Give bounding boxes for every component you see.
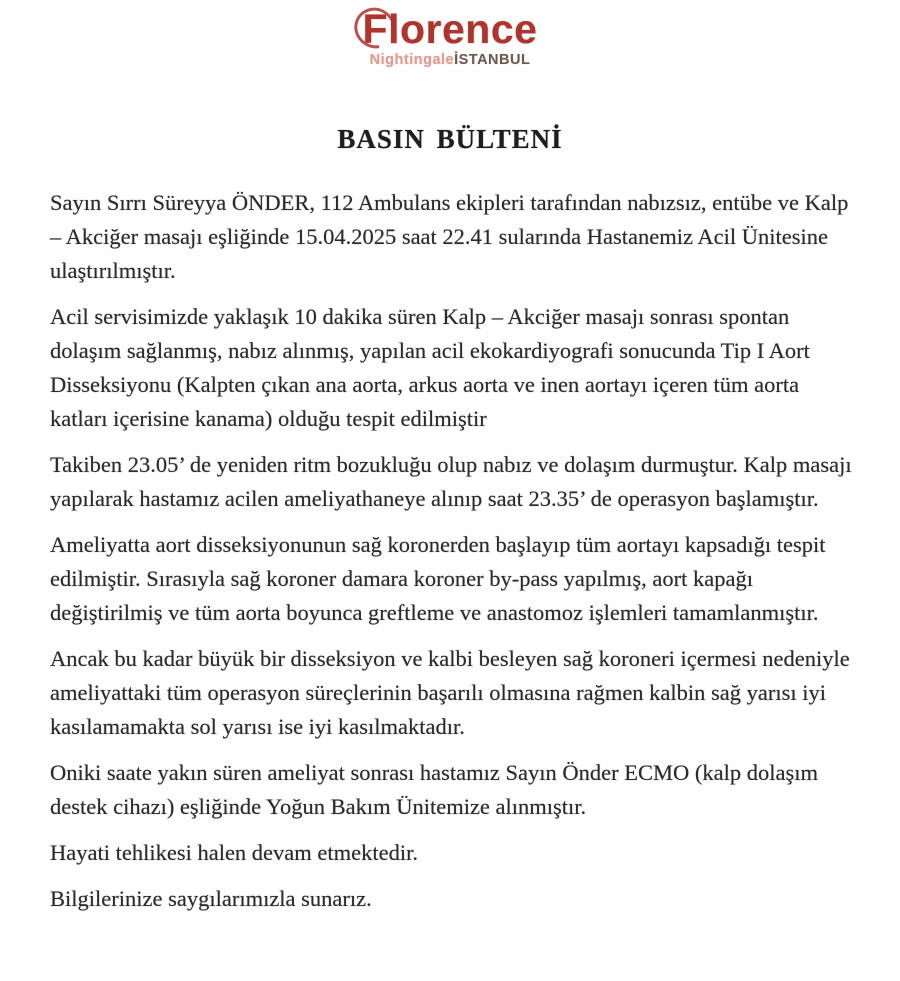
logo-initial: F [362, 6, 389, 52]
logo-istanbul-text: İSTANBUL [454, 52, 531, 68]
document-body [0, 155, 900, 916]
paragraph-heart-condition: Ancak bu kadar büyük bir disseksiyon ve kalbi besleyen sağ koroneri içermesi nedeniyle ameliyattaki tüm operasyon süreçlerinin başarılı olmasına rağmen kalbin sağ yarısı iyi kasılamamakta sol yarısı ise iyi kasılmaktadır. [50, 646, 850, 739]
logo-initial-wrap [363, 6, 389, 53]
paragraph-emergency-diagnosis: Acil servisimizde yaklaşık 10 dakika süren Kalp – Akciğer masajı sonrası spontan dolaşım sağlanmış, nabız alınmış, yapılan acil ekokardiyografi sonucunda Tip I Aort Disseksiyonu (Kalpten çıkan ana aorta, arkus aorta ve inen aortayı içeren tüm aorta katları içerisine kanama) olduğu tespit edilmiştir [50, 304, 810, 431]
hospital-logo [0, 0, 900, 68]
paragraph-arrival: Sayın Sırrı Süreyya ÖNDER, 112 Ambulans ekipleri tarafından nabızsız, entübe ve Kalp – Akciğer masajı eşliğinde 15.04.2025 saat 22.41 sularında Hastanemiz Acil Ünitesine ulaştırılmıştır. [50, 190, 849, 283]
logo-nightingale-text: Nightingale [369, 52, 455, 68]
paragraph-icu-transfer: Oniki saate yakın süren ameliyat sonrası hastamız Sayın Önder ECMO (kalp dolaşım destek cihazı) eşliğinde Yoğun Bakım Ünitemize alınmıştır. [50, 760, 818, 819]
logo-rest: lorence [388, 6, 538, 52]
paragraph-life-danger: Hayati tehlikesi halen devam etmektedir. [50, 840, 418, 865]
page-title: BASIN BÜLTENİ [337, 124, 563, 154]
logo-florence-wordmark [363, 6, 538, 53]
paragraph-closing: Bilgilerinize saygılarımızla sunarız. [50, 886, 372, 911]
logo-subtitle [0, 52, 900, 68]
paragraph-operation-start: Takiben 23.05’ de yeniden ritm bozukluğu olup nabız ve dolaşım durmuştur. Kalp masajı yapılarak hastamız acilen ameliyathaneye alınıp saat 23.35’ de operasyon başlamıştır. [50, 452, 852, 511]
paragraph-surgery-details: Ameliyatta aort disseksiyonunun sağ koronerden başlayıp tüm aortayı kapsadığı tespit edilmiştir. Sırasıyla sağ koroner damara koroner by-pass yapılmış, aort kapağı değiştirilmiş ve tüm aorta boyunca greftleme ve anastomoz işlemleri tamamlanmıştır. [50, 532, 826, 625]
